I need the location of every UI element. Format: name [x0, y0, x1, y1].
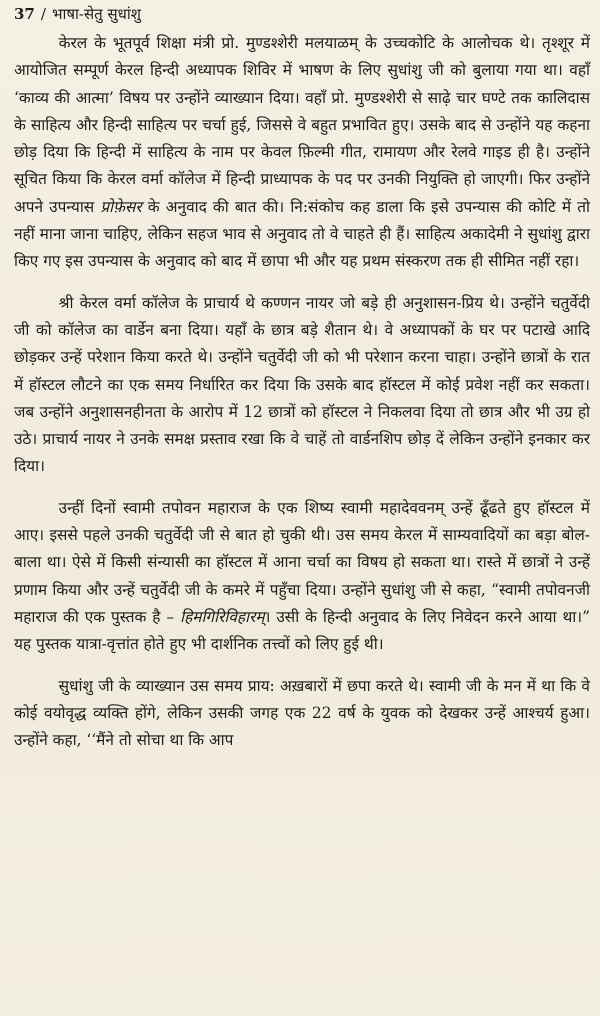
- paragraph-1: [14, 30, 590, 276]
- italic-book-title: प्रोफ़ेसर: [100, 197, 142, 216]
- header-separator: /: [40, 5, 46, 23]
- paragraph-text: । उसी के हिन्दी अनुवाद के लिए निवेदन करने आया था।” यह पुस्तक यात्रा-वृत्तांत होते हुए भी दार्शनिक तत्त्वों को लिए हुई थी।: [14, 607, 590, 654]
- paragraph-text: के अनुवाद की बात की। नि:संकोच कह डाला कि इसे उपन्यास की कोटि में तो नहीं माना जाना चाहिए, लेकिन सहज भाव से अनुवाद तो वे चाहते ही हैं। साहित्य अकादेमी ने सुधांशु द्वारा किए गए इस उपन्यास के अनुवाद को बाद में छापा भी और यह प्रथम संस्करण तक ही सीमित नहीं रहा।: [14, 197, 590, 271]
- paragraph-text: सुधांशु जी के व्याख्यान उस समय प्राय: अख़बारों में छपा करते थे। स्वामी जी के मन में था कि वे कोई वयोवृद्ध व्यक्ति होंगे, लेकिन उसकी जगह एक 22 वर्ष के युवक को देखकर उन्हें आश्चर्य हुआ। उन्होंने कहा, ‘‘मैंने तो सोचा था कि आप: [14, 676, 590, 750]
- paragraph-2: [14, 290, 590, 481]
- running-header: [14, 4, 590, 24]
- italic-book-title: हिमगिरिविहारम्: [180, 607, 265, 626]
- running-title: भाषा-सेतु सुधांशु: [51, 5, 141, 23]
- paragraph-text: श्री केरल वर्मा कॉलेज के प्राचार्य थे कण्णन नायर जो बड़े ही अनुशासन-प्रिय थे। उन्होंने चतुर्वेदी जी को कॉलेज का वार्डेन बना दिया। यहाँ के छात्र बड़े शैतान थे। वे अध्यापकों के घर पर पटाखे आदि छोड़कर उन्हें परेशान किया करते थे। उन्होंने चतुर्वेदी जी को भी परेशान करना चाहा। उन्होंने छात्रों के रात में हॉस्टल लौटने का एक समय निर्धारित कर दिया कि उसके बाद हॉस्टल में कोई प्रवेश नहीं कर सकता। जब उन्होंने अनुशासनहीनता के आरोप में 12 छात्रों को हॉस्टल ने निकलवा दिया तो छात्र और भी उग्र हो उठे। प्राचार्य नायर ने उनके समक्ष प्रस्ताव रखा कि वे चाहें तो वार्डनशिप छोड़ दें लेकिन उन्होंने इनकार कर दिया।: [14, 293, 590, 476]
- paragraph-3: [14, 495, 590, 659]
- paragraph-text: केरल के भूतपूर्व शिक्षा मंत्री प्रो. मुण्डश्शेरी मलयाळम् के उच्चकोटि के आलोचक थे। तृश्शूर में आयोजित सम्पूर्ण केरल हिन्दी अध्यापक शिविर में भाषण के लिए सुधांशु जी को बुलाया गया था। वहाँ ‘काव्य की आत्मा’ विषय पर उन्होंने व्याख्यान दिया। वहाँ प्रो. मुण्डश्शेरी से साढ़े चार घण्टे तक कालिदास के साहित्य और हिन्दी साहित्य पर चर्चा हुई, जिससे वे बहुत प्रभावित हुए। उसके बाद से उन्होंने यह कहना छोड़ दिया कि हिन्दी में साहित्य के नाम पर केवल फ़िल्मी गीत, रामायण और रेलवे गाइड ही है। उन्होंने सूचित किया कि केरल वर्मा कॉलेज में हिन्दी प्राध्यापक के पद पर उनकी नियुक्ति हो जाएगी। फिर उन्होंने अपने उपन्यास: [14, 34, 590, 216]
- paragraph-4: [14, 673, 590, 755]
- paragraph-text: उन्हीं दिनों स्वामी तपोवन महाराज के एक शिष्य स्वामी महादेववनम् उन्हें ढूँढते हुए हॉस्टल में आए। इससे पहले उनकी चतुर्वेदी जी से बात हो चुकी थी। उस समय केरल में साम्यवादियों का बड़ा बोल-बाला था। ऐसे में किसी संन्यासी का हॉस्टल में आना चर्चा का विषय हो सकता था। रास्ते में छात्रों ने उन्हें प्रणाम किया और उन्हें चतुर्वेदी जी के कमरे में पहुँचा दिया। उन्होंने सुधांशु जी से कहा, “स्वामी तपोवनजी महाराज की एक पुस्तक है –: [14, 498, 590, 626]
- page-number: 37: [14, 5, 35, 23]
